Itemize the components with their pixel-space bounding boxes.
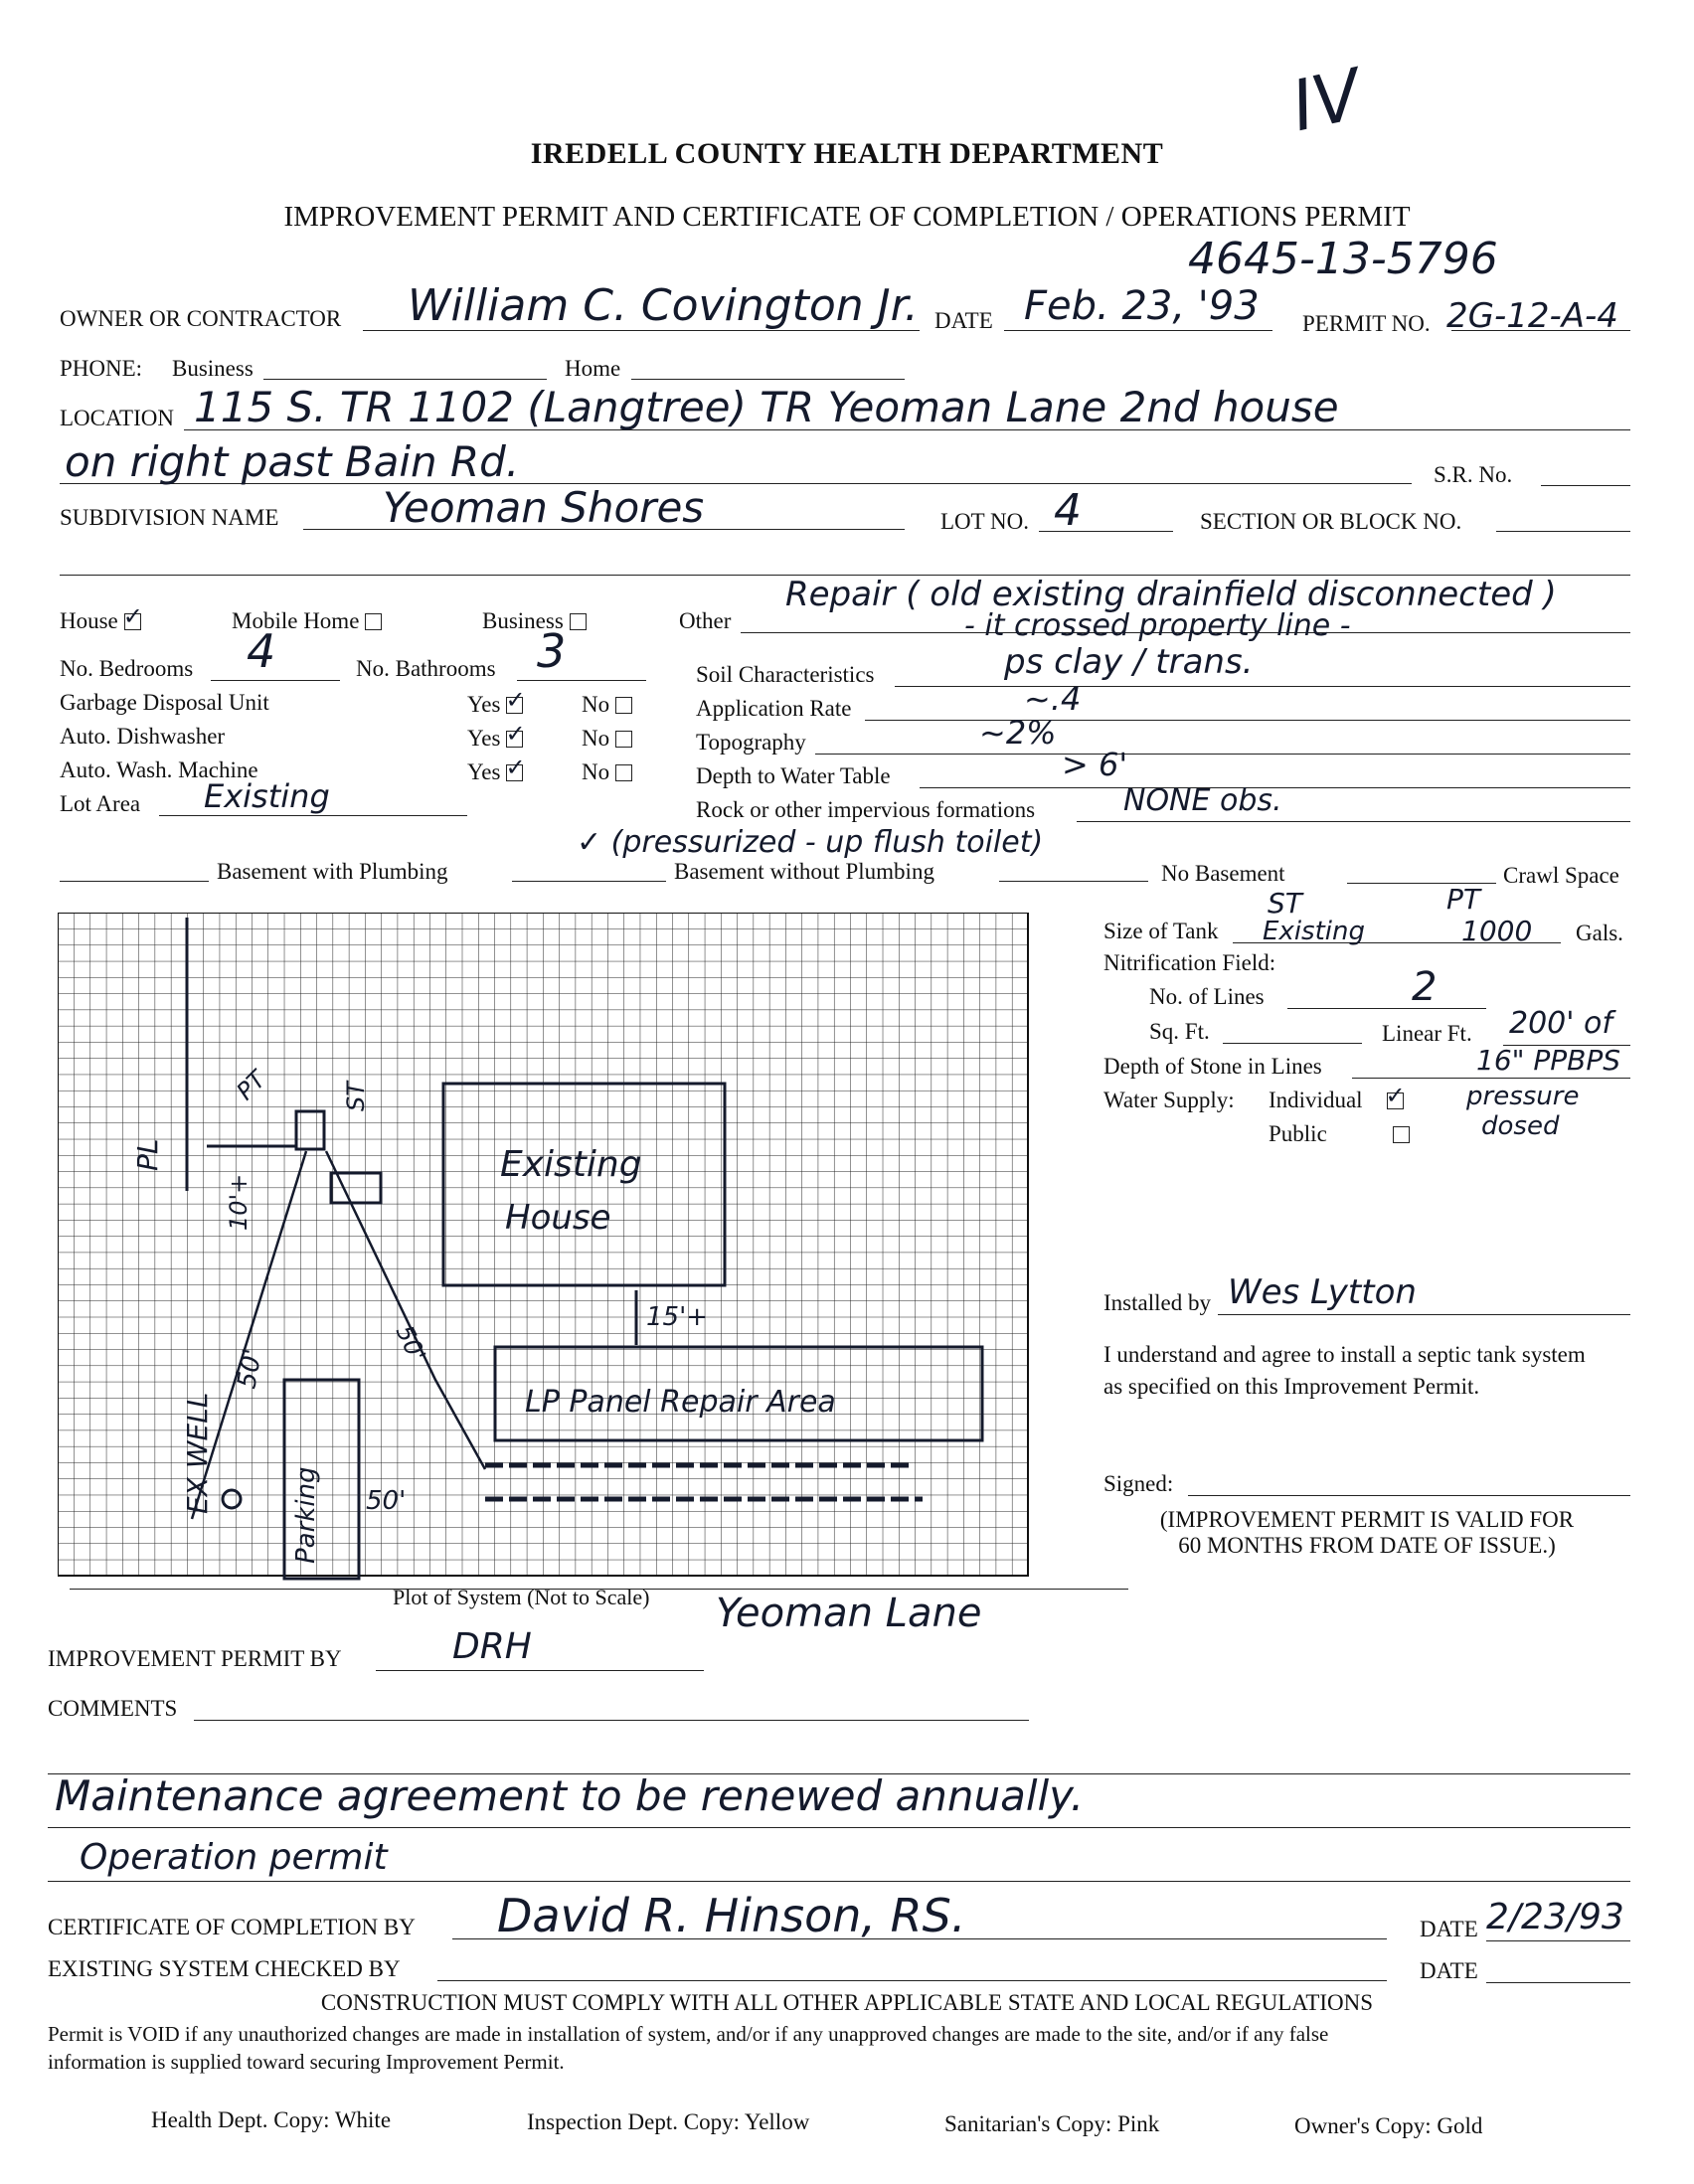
public-checkbox[interactable] — [1393, 1126, 1410, 1143]
stone-label: Depth of Stone in Lines — [1103, 1054, 1322, 1079]
linear-label: Linear Ft. — [1382, 1021, 1472, 1046]
washer-yes[interactable] — [467, 759, 523, 785]
pt-label: PT — [231, 1065, 271, 1106]
lot-area-line[interactable] — [159, 815, 467, 816]
tank-pt: PT — [1446, 883, 1480, 916]
comments-label: COMMENTS — [48, 1696, 178, 1721]
phone-label: PHONE: — [60, 356, 143, 381]
public-option[interactable] — [1269, 1121, 1410, 1147]
garbage-yes-label: Yes — [467, 692, 501, 717]
tank-gallons: 1000 — [1461, 915, 1533, 947]
dim-50a-label: 50' — [232, 1346, 268, 1392]
rock-line[interactable] — [1077, 821, 1630, 822]
signed-line[interactable] — [1188, 1495, 1630, 1496]
date-value: Feb. 23, '93 — [1024, 283, 1260, 329]
basement-without-value: ✓ (pressurized - up flush toilet) — [577, 825, 1044, 860]
existing-line[interactable] — [437, 1980, 1387, 1981]
business-option[interactable] — [482, 608, 587, 634]
mobile-home-checkbox[interactable] — [365, 613, 382, 630]
installed-line[interactable] — [1218, 1314, 1630, 1315]
no-basement-label: No Basement — [1161, 861, 1285, 886]
other-value-1: Repair ( old existing drainfield disconnected ) — [785, 575, 1557, 614]
dishwasher-no-label: No — [582, 726, 610, 751]
sqft-label: Sq. Ft. — [1149, 1019, 1210, 1044]
improvement-by-value: DRH — [452, 1626, 532, 1667]
lines-value: 2 — [1412, 964, 1438, 1010]
phone-home-line[interactable] — [631, 379, 905, 380]
house-checkbox[interactable] — [124, 613, 141, 630]
lot-label: LOT NO. — [940, 509, 1030, 534]
certificate-date-label: DATE — [1420, 1917, 1478, 1941]
washer-yes-label: Yes — [467, 759, 501, 784]
parcel-number: 4645-13-5796 — [1188, 234, 1498, 284]
tank-st: ST — [1268, 887, 1302, 920]
house-label: House — [60, 608, 118, 633]
basement-with-label: Basement with Plumbing — [217, 859, 448, 884]
garbage-no[interactable] — [582, 692, 632, 718]
app-rate-value: ~.4 — [1024, 680, 1082, 718]
existing-date-line[interactable] — [1486, 1982, 1630, 1983]
agree-line-1: I understand and agree to install a septic tank system — [1103, 1342, 1586, 1367]
bathrooms-value: 3 — [537, 624, 567, 678]
road-label: Yeoman Lane — [716, 1591, 982, 1636]
house-label-1: Existing — [500, 1144, 642, 1185]
water-supply-label: Water Supply: — [1103, 1088, 1235, 1112]
corner-mark: IV — [1284, 53, 1369, 148]
washer-no[interactable] — [582, 759, 632, 785]
individual-checkbox[interactable] — [1387, 1092, 1404, 1109]
stone-line[interactable] — [1352, 1078, 1630, 1079]
lot-value: 4 — [1054, 485, 1082, 536]
location-value-1: 115 S. TR 1102 (Langtree) TR Yeoman Lane 2nd house — [194, 383, 1339, 431]
individual-option[interactable] — [1269, 1088, 1404, 1113]
existing-date-label: DATE — [1420, 1958, 1478, 1983]
individual-label: Individual — [1269, 1088, 1363, 1112]
other-value-2: - it crossed property line - — [964, 608, 1351, 643]
washer-label: Auto. Wash. Machine — [60, 757, 258, 782]
plot-grid — [58, 913, 1042, 1589]
garbage-yes-checkbox[interactable] — [506, 697, 523, 714]
dishwasher-no[interactable] — [582, 726, 632, 752]
well-label: EX WELL — [181, 1392, 214, 1514]
permit-value: 2G-12-A-4 — [1446, 296, 1618, 336]
copy-owner: Owner's Copy: Gold — [1294, 2113, 1483, 2138]
topo-line[interactable] — [815, 754, 1630, 755]
water-note-2: dosed — [1481, 1111, 1560, 1141]
construction-notice: CONSTRUCTION MUST COMPLY WITH ALL OTHER APPLICABLE STATE AND LOCAL REGULATIONS — [320, 1990, 1374, 2015]
repair-area-label: LP Panel Repair Area — [525, 1385, 836, 1420]
house-option[interactable] — [60, 608, 141, 634]
valid-line-1: (IMPROVEMENT PERMIT IS VALID FOR — [1159, 1507, 1575, 1532]
dishwasher-no-checkbox[interactable] — [615, 731, 632, 748]
water-note-1: pressure — [1466, 1082, 1580, 1111]
void-line-1: Permit is VOID if any unauthorized changes are made in installation of system, and/or if any unapproved changes are made to the site, and/or if any false — [48, 2022, 1329, 2046]
dishwasher-yes-label: Yes — [467, 726, 501, 751]
plot-caption: Plot of System (Not to Scale) — [393, 1585, 650, 1609]
installed-value: Wes Lytton — [1228, 1272, 1417, 1312]
no-basement-line[interactable] — [999, 881, 1148, 882]
soil-value: ps clay / trans. — [1004, 642, 1254, 682]
crawl-label: Crawl Space — [1503, 863, 1619, 888]
parking-label: Parking — [291, 1466, 321, 1564]
water-table-value: > 6' — [1062, 746, 1128, 783]
section-label: SECTION OR BLOCK NO. — [1200, 509, 1462, 534]
lot-area-label: Lot Area — [60, 791, 141, 816]
basement-without-label: Basement without Plumbing — [674, 859, 934, 884]
soil-label: Soil Characteristics — [696, 662, 875, 687]
bedrooms-line[interactable] — [211, 680, 340, 681]
bathrooms-label: No. Bathrooms — [356, 656, 496, 681]
soil-line[interactable] — [895, 686, 1630, 687]
comments-line-1[interactable] — [194, 1720, 1029, 1721]
permit-label: PERMIT NO. — [1302, 311, 1431, 336]
lot-area-value: Existing — [204, 777, 330, 815]
operation-permit-value: Operation permit — [80, 1837, 388, 1878]
sqft-line[interactable] — [1223, 1043, 1362, 1044]
garbage-yes[interactable] — [467, 692, 523, 718]
void-line-2: information is supplied toward securing Improvement Permit. — [48, 2050, 565, 2074]
house-label-2: House — [505, 1198, 611, 1238]
business-label: Business — [482, 608, 564, 633]
installed-label: Installed by — [1103, 1290, 1211, 1315]
certificate-value: David R. Hinson, RS. — [497, 1889, 966, 1942]
department-title: IREDELL COUNTY HEALTH DEPARTMENT — [530, 137, 1164, 170]
dishwasher-yes[interactable] — [467, 726, 523, 752]
dishwasher-label: Auto. Dishwasher — [60, 724, 226, 749]
topo-label: Topography — [696, 730, 806, 755]
basement-with-line[interactable] — [60, 881, 209, 882]
valid-line-2: 60 MONTHS FROM DATE OF ISSUE.) — [1178, 1533, 1556, 1558]
rock-label: Rock or other impervious formations — [696, 797, 1036, 822]
lines-label: No. of Lines — [1149, 984, 1265, 1009]
existing-label: EXISTING SYSTEM CHECKED BY — [48, 1956, 401, 1981]
subdivision-label: SUBDIVISION NAME — [60, 505, 279, 530]
phone-business-label: Business — [172, 356, 254, 381]
section-line[interactable] — [1496, 531, 1630, 532]
linear-value: 200' of — [1509, 1006, 1612, 1041]
sr-line[interactable] — [1541, 485, 1630, 486]
lines-line[interactable] — [1287, 1008, 1486, 1009]
improvement-by-line[interactable] — [376, 1670, 704, 1671]
location-label: LOCATION — [60, 406, 174, 430]
date-label: DATE — [934, 308, 993, 333]
bedrooms-label: No. Bedrooms — [60, 656, 194, 681]
garbage-no-checkbox[interactable] — [615, 697, 632, 714]
dim-10-label: 10'+ — [225, 1173, 253, 1231]
comments-line-4[interactable] — [48, 1881, 1630, 1882]
date-line[interactable] — [1004, 330, 1272, 331]
owner-value: William C. Covington Jr. — [408, 280, 919, 331]
app-rate-label: Application Rate — [696, 696, 852, 721]
basement-without-line[interactable] — [512, 881, 666, 882]
dim-50c-label: 50' — [366, 1486, 407, 1516]
phone-business-line[interactable] — [263, 379, 547, 380]
bedrooms-value: 4 — [247, 624, 276, 678]
copy-health: Health Dept. Copy: White — [151, 2107, 392, 2132]
sr-label: S.R. No. — [1434, 462, 1513, 487]
comments-line-3[interactable] — [48, 1827, 1630, 1828]
subdivision-value: Yeoman Shores — [383, 483, 705, 532]
location-value-2: on right past Bain Rd. — [65, 437, 520, 486]
certificate-date-line[interactable] — [1486, 1940, 1630, 1941]
phone-home-label: Home — [565, 356, 621, 381]
certificate-date-value: 2/23/93 — [1486, 1897, 1624, 1937]
dishwasher-yes-checkbox[interactable] — [506, 731, 523, 748]
copy-inspection: Inspection Dept. Copy: Yellow — [527, 2109, 810, 2134]
dim-50b-label: 50' — [390, 1320, 431, 1367]
bathrooms-line[interactable] — [517, 680, 646, 681]
certificate-label: CERTIFICATE OF COMPLETION BY — [48, 1915, 416, 1939]
tank-size-label: Size of Tank — [1103, 919, 1219, 943]
public-label: Public — [1269, 1121, 1327, 1146]
comments-value: Maintenance agreement to be renewed annually. — [55, 1771, 1085, 1820]
signed-label: Signed: — [1103, 1471, 1174, 1496]
washer-no-label: No — [582, 759, 610, 784]
topo-value: ~2% — [979, 714, 1057, 752]
improvement-by-label: IMPROVEMENT PERMIT BY — [48, 1646, 342, 1671]
mobile-home-label: Mobile Home — [232, 608, 360, 633]
garbage-no-label: No — [582, 692, 610, 717]
gals-label: Gals. — [1576, 921, 1623, 945]
water-table-label: Depth to Water Table — [696, 763, 891, 788]
washer-no-checkbox[interactable] — [615, 764, 632, 781]
property-line-label: PL — [131, 1138, 164, 1171]
rock-value: NONE obs. — [1123, 783, 1282, 818]
st-label: ST — [342, 1082, 370, 1111]
owner-label: OWNER OR CONTRACTOR — [60, 306, 342, 331]
copy-sanitarian: Sanitarian's Copy: Pink — [944, 2111, 1160, 2136]
business-checkbox[interactable] — [570, 613, 587, 630]
form-title: IMPROVEMENT PERMIT AND CERTIFICATE OF COMPLETION / OPERATIONS PERMIT — [283, 201, 1411, 233]
nitrification-label: Nitrification Field: — [1103, 950, 1276, 975]
other-label: Other — [679, 608, 732, 633]
tank-existing: Existing — [1263, 917, 1365, 946]
dim-15-label: 15'+ — [646, 1302, 709, 1332]
washer-yes-checkbox[interactable] — [506, 764, 523, 781]
garbage-label: Garbage Disposal Unit — [60, 690, 269, 715]
agree-line-2: as specified on this Improvement Permit. — [1103, 1374, 1480, 1399]
stone-value: 16" PPBPS — [1476, 1044, 1621, 1077]
